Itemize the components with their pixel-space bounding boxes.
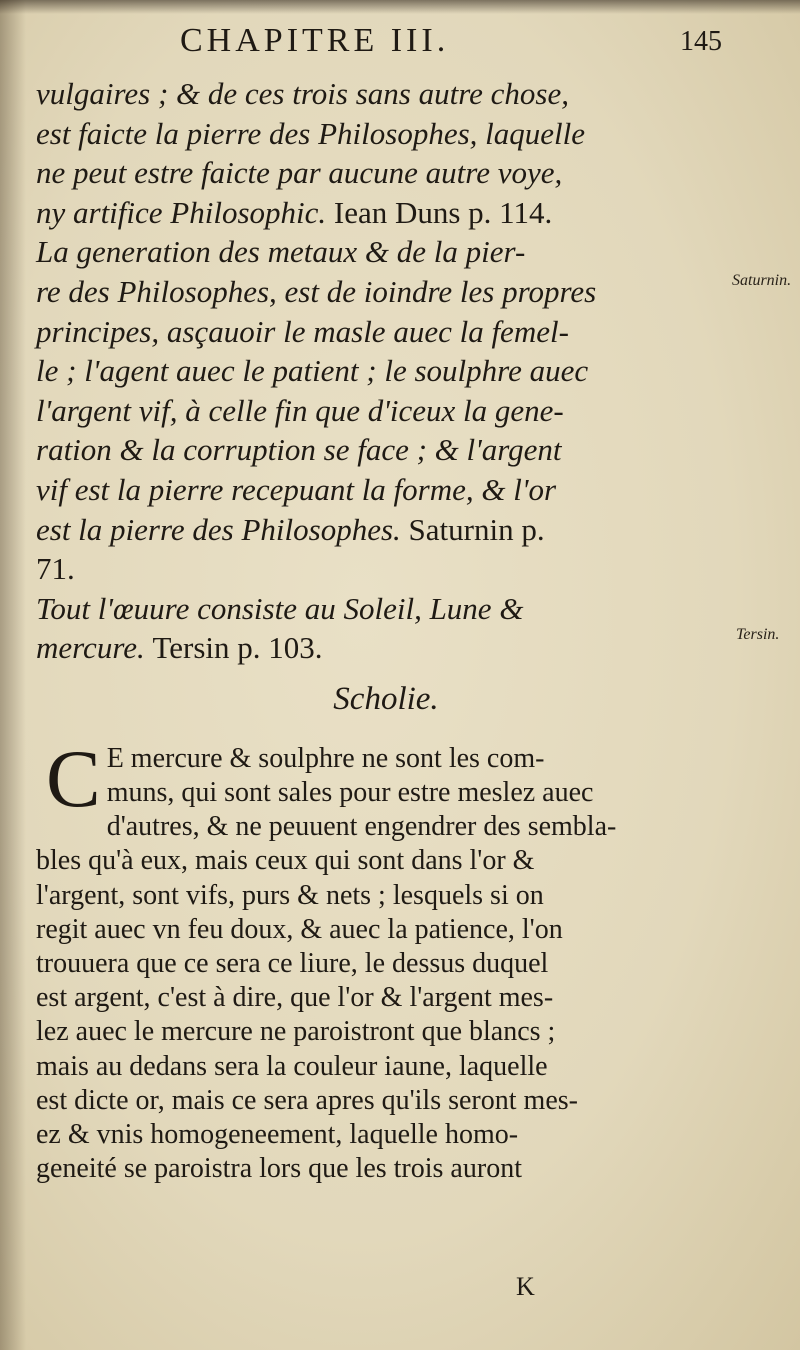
text-segment: est la pierre des Philosophes.	[36, 511, 409, 547]
scholie-line: E mercure & soulphre ne sont les com-	[106, 742, 545, 774]
running-head: CHAPITRE III.	[180, 22, 450, 59]
text-segment: principes, asçauoir le masle auec la femel-	[36, 313, 569, 349]
text-segment: Saturnin p.	[408, 511, 545, 547]
margin-note-tersin: Tersin.	[736, 626, 780, 643]
text-segment: ration & la corruption se face ; & l'argent	[36, 432, 562, 468]
scholie-paragraph	[36, 732, 736, 1186]
main-text	[36, 74, 736, 1186]
text-segment: mercure.	[36, 630, 153, 666]
scholie-line: bles qu'à eux, mais ceux qui sont dans l'or &	[36, 845, 535, 877]
text-segment: La generation des metaux & de la pier-	[36, 234, 526, 270]
text-segment: Iean Duns p. 114.	[333, 194, 553, 230]
scholie-heading: Scholie.	[333, 680, 439, 717]
text-segment: ne peut estre faicte par aucune autre voye,	[36, 155, 563, 191]
text-line	[36, 232, 736, 272]
text-line	[36, 510, 736, 550]
catchword: K	[516, 1272, 535, 1301]
page-number: 145	[680, 26, 722, 57]
text-line	[36, 74, 736, 114]
scholie-line: est dicte or, mais ce sera apres qu'ils seront mes-	[36, 1084, 578, 1116]
text-line	[36, 391, 736, 431]
text-segment: vulgaires ; & de ces trois sans autre chose,	[36, 76, 569, 111]
text-line	[36, 312, 736, 352]
scholie-line: est argent, c'est à dire, que l'or & l'argent mes-	[36, 982, 554, 1014]
text-line	[36, 272, 736, 312]
page-header	[40, 16, 760, 66]
scholie-line: muns, qui sont sales pour estre meslez auec	[106, 777, 594, 809]
text-segment: vif est la pierre recepuant la forme, & l'or	[36, 471, 557, 507]
text-line	[36, 351, 736, 391]
text-segment: 71.	[36, 551, 75, 587]
scholie-line: geneité se paroistra lors que les trois auront	[36, 1153, 522, 1185]
text-segment: Tout l'œuure consiste au Soleil, Lune &	[36, 590, 524, 626]
scholie-line: l'argent, sont vifs, purs & nets ; lesquels si on	[36, 879, 544, 911]
text-segment: Tersin p. 103.	[152, 630, 323, 666]
text-segment: ny artifice Philosophic.	[36, 194, 334, 230]
scholie-line: d'autres, & ne peuuent engendrer des sembla-	[106, 811, 617, 843]
text-line	[36, 430, 736, 470]
text-line	[36, 549, 736, 589]
scholie-line: lez auec le mercure ne paroistront que blancs ;	[36, 1016, 556, 1048]
text-segment: le ; l'agent auec le patient ; le soulphre auec	[36, 353, 589, 389]
text-line	[36, 470, 736, 510]
top-edge-shadow	[0, 0, 800, 14]
margin-note-saturnin: Saturnin.	[732, 272, 792, 289]
text-line	[36, 589, 736, 629]
text-segment: est faicte la pierre des Philosophes, laquelle	[36, 115, 585, 151]
scholie-line: ez & vnis homogeneement, laquelle homo-	[36, 1118, 519, 1150]
text-segment: l'argent vif, à celle fin que d'iceux la gene-	[36, 392, 564, 428]
gutter-shadow	[0, 0, 26, 1350]
scholie-line: trouuera que ce sera ce liure, le dessus duquel	[36, 948, 549, 980]
text-segment: re des Philosophes, est de ioindre les propres	[36, 273, 597, 309]
drop-cap: C	[46, 732, 101, 824]
scholie-line: mais au dedans sera la couleur iaune, laquelle	[36, 1050, 548, 1082]
text-line	[36, 193, 736, 233]
scholie-line: regit auec vn feu doux, & auec la patience, l'on	[36, 913, 563, 945]
text-line	[36, 114, 736, 154]
text-line	[36, 628, 736, 668]
text-line	[36, 153, 736, 193]
